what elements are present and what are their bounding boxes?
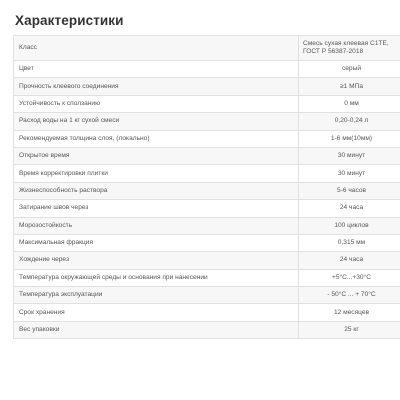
spec-value: 0 мм (299, 95, 400, 112)
spec-name: Морозостойкость (14, 217, 299, 234)
section-title: Характеристики (15, 13, 124, 28)
table-row (14, 287, 400, 304)
spec-value: 24 часа (299, 200, 400, 217)
spec-value: 100 циклов (299, 217, 400, 234)
spec-name: Жизнеспособность раствора (14, 182, 299, 199)
spec-value: +5°С...+30°С (299, 269, 400, 286)
spec-value: 0,315 мм (299, 234, 400, 251)
spec-value: 25 кг (299, 321, 400, 338)
spec-value: 12 месяцев (299, 304, 400, 321)
spec-name: Срок хранения (14, 304, 299, 321)
table-row (14, 252, 400, 269)
spec-name: Вес упаковки (14, 321, 299, 338)
spec-name: Прочность клеевого соединения (14, 78, 299, 95)
spec-name: Цвет (14, 61, 299, 78)
spec-name: Рекомендуемая толщина слоя, (локально) (14, 130, 299, 147)
spec-name: Время корректировки плитки (14, 165, 299, 182)
spec-value: ≥1 МПа (299, 78, 400, 95)
spec-name: Затирание швов через (14, 200, 299, 217)
table-row (14, 78, 400, 95)
table-row (14, 147, 400, 164)
spec-value: 1-6 мм(10мм) (299, 130, 400, 147)
spec-value: серый (299, 61, 400, 78)
spec-value: 5-6 часов (299, 182, 400, 199)
table-row (14, 200, 400, 217)
table-row (14, 36, 400, 61)
table-row (14, 95, 400, 112)
spec-name: Температура окружающей среды и основания при нанесении (14, 269, 299, 286)
table-row (14, 304, 400, 321)
table-row (14, 113, 400, 130)
spec-value: 30 минут (299, 147, 400, 164)
specs-table (13, 35, 400, 339)
spec-value: 0,20-0,24 л (299, 113, 400, 130)
spec-name: Класс (14, 36, 299, 61)
table-row (14, 61, 400, 78)
table-row (14, 182, 400, 199)
spec-value: 24 часа (299, 252, 400, 269)
spec-name: Хождение через (14, 252, 299, 269)
spec-value: - 50°С ... + 70°С (299, 287, 400, 304)
table-row (14, 165, 400, 182)
spec-name: Устойчивость к сползанию (14, 95, 299, 112)
spec-name: Температура эксплуатации (14, 287, 299, 304)
spec-name: Открытое время (14, 147, 299, 164)
table-row (14, 130, 400, 147)
spec-value: Смесь сухая клеевая С1ТЕ, ГОСТ Р 56387-2018 (299, 36, 400, 61)
spec-name: Максимальная фракция (14, 234, 299, 251)
spec-name: Расход воды на 1 кг сухой смеси (14, 113, 299, 130)
spec-value: 30 минут (299, 165, 400, 182)
table-row (14, 321, 400, 338)
table-row (14, 234, 400, 251)
table-row (14, 217, 400, 234)
table-row (14, 269, 400, 286)
